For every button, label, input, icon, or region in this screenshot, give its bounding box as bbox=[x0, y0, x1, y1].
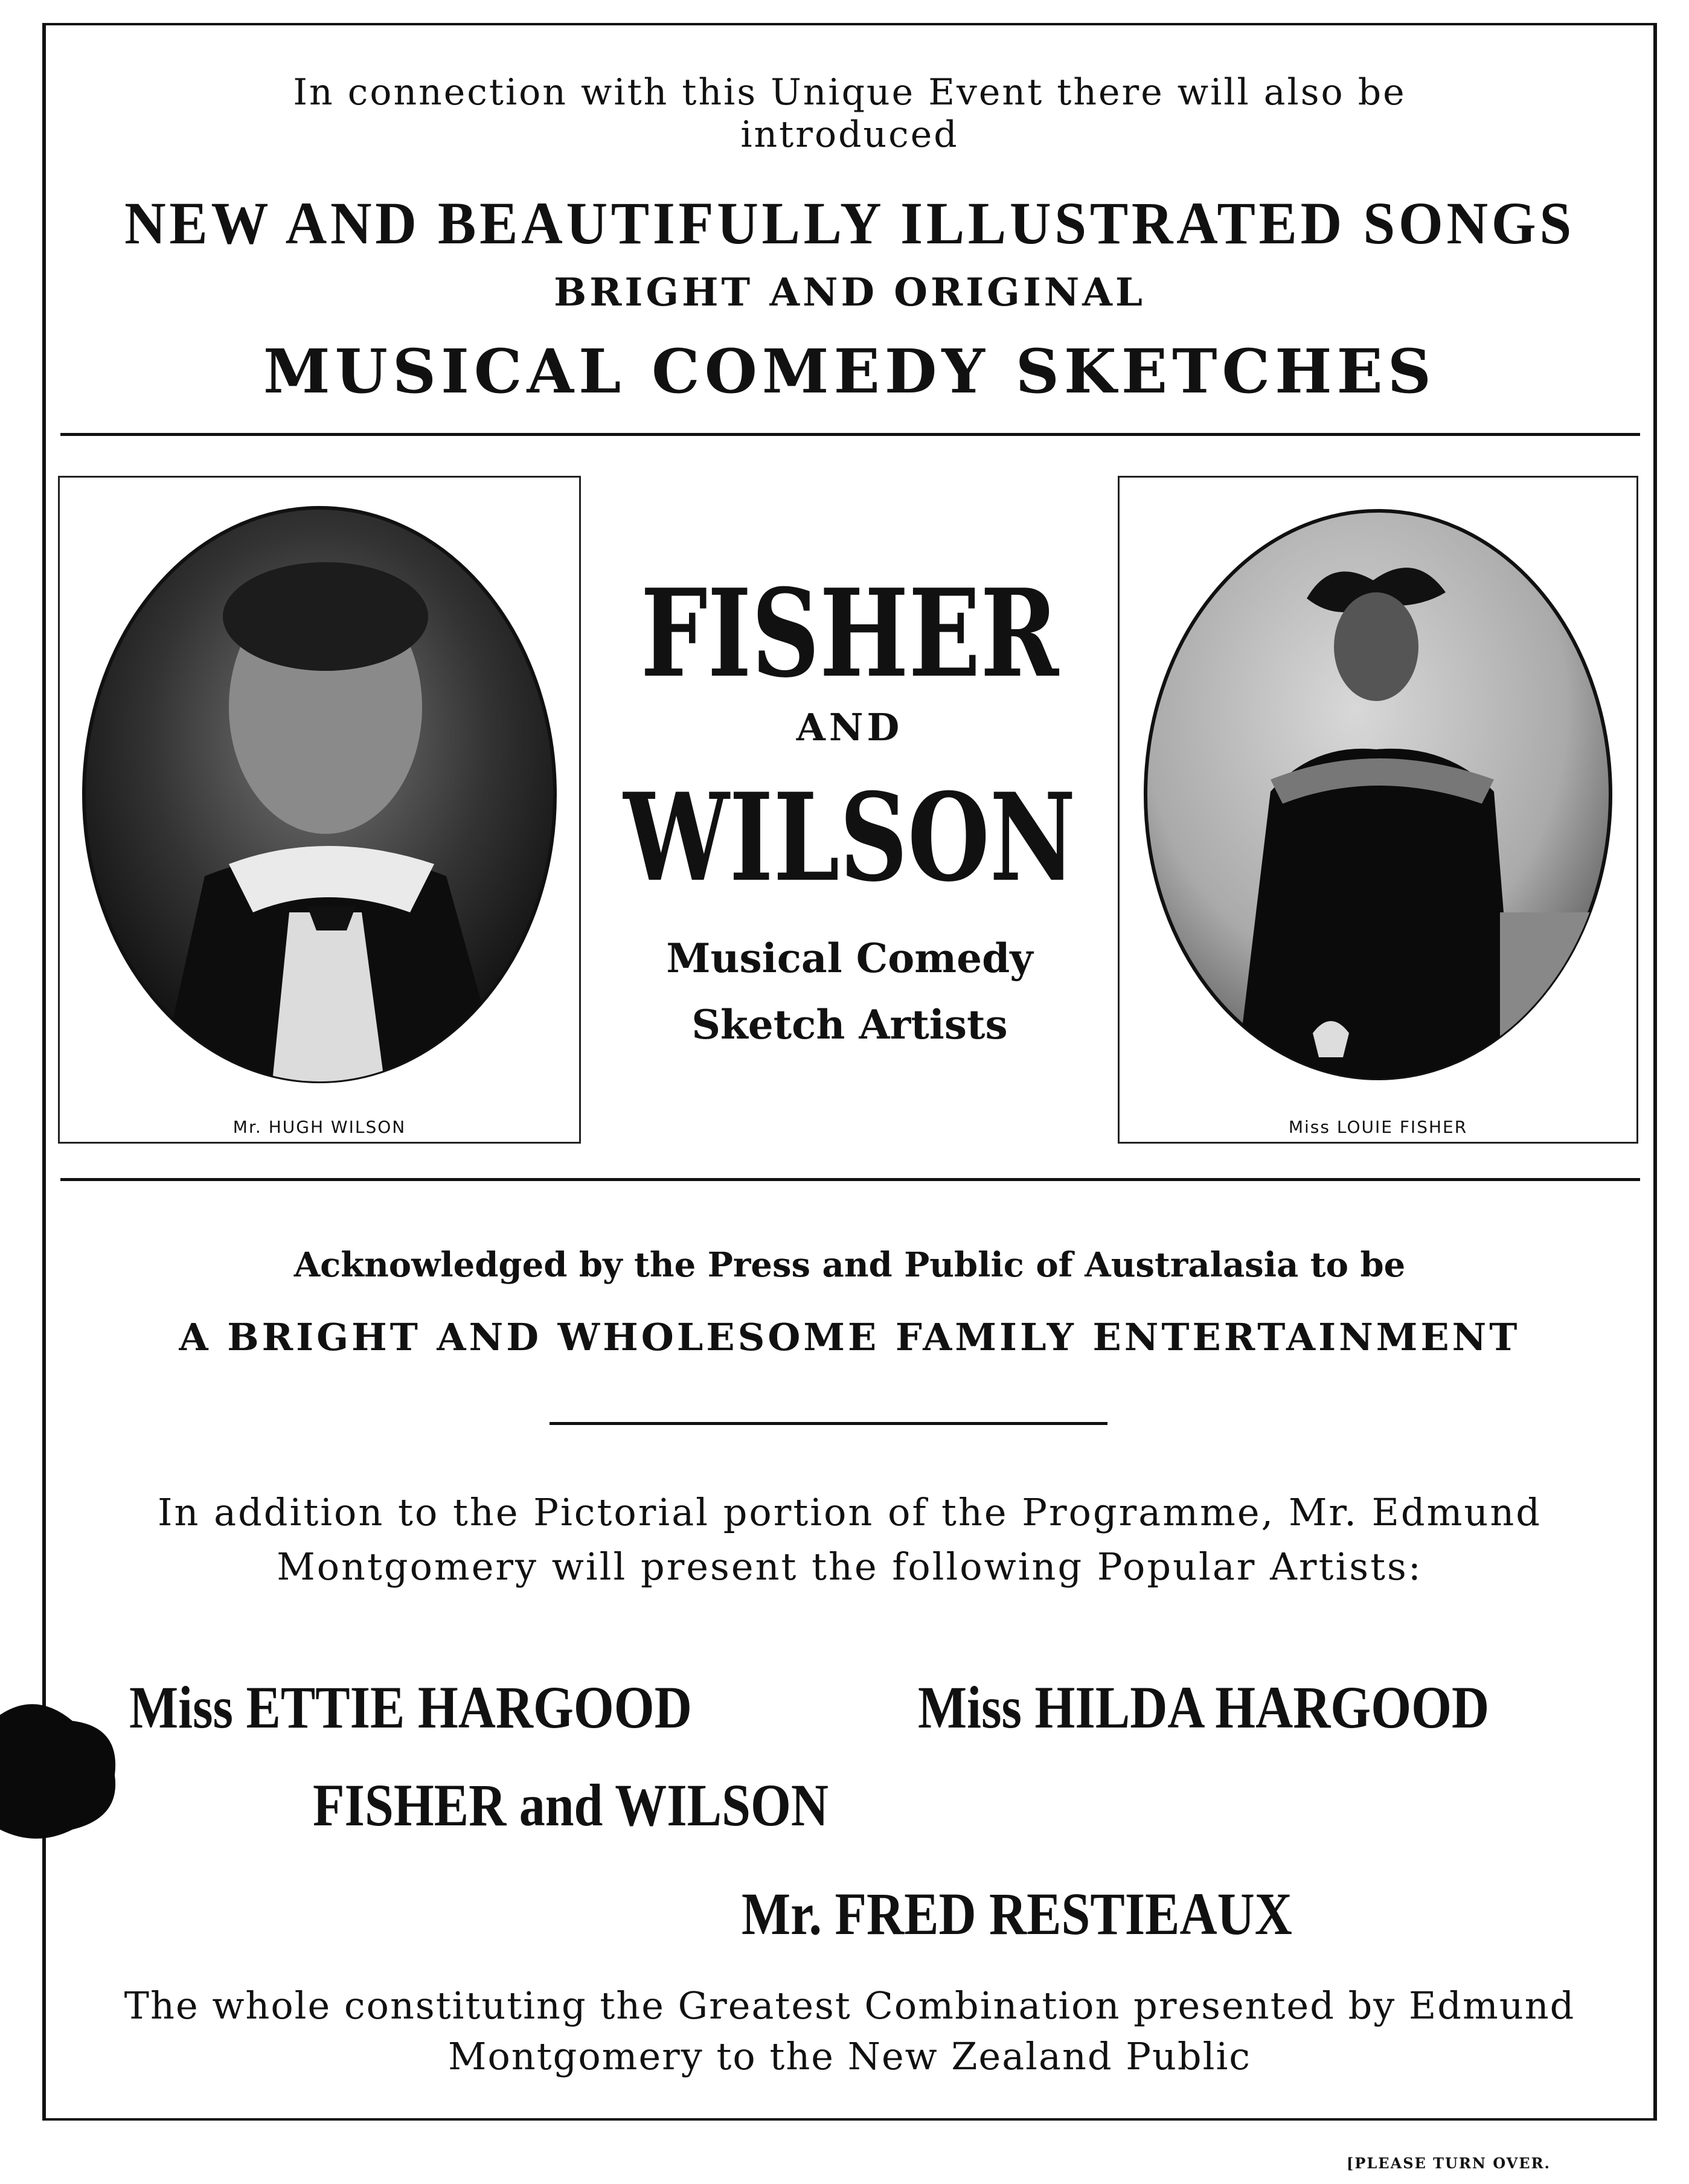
artist-ettie-hargood: Miss ETTIE HARGOOD bbox=[129, 1674, 692, 1741]
bright-original-heading: BRIGHT AND ORIGINAL bbox=[554, 270, 1146, 315]
divider-top bbox=[60, 433, 1640, 436]
songs-heading: NEW AND BEAUTIFULLY ILLUSTRATED SONGS bbox=[124, 190, 1575, 257]
divider-short bbox=[550, 1422, 1107, 1425]
family-entertainment-line: A BRIGHT AND WHOLESOME FAMILY ENTERTAINMENT bbox=[179, 1315, 1521, 1359]
programme-intro-line-2: Montgomery will present the following Popular Artists: bbox=[277, 1545, 1423, 1589]
and-word: AND bbox=[796, 705, 903, 749]
artist-fred-restieaux: Mr. FRED RESTIEAUX bbox=[742, 1880, 1292, 1947]
musical-comedy-sketches-heading: MUSICAL COMEDY SKETCHES bbox=[263, 336, 1436, 407]
intro-text bbox=[46, 71, 1653, 156]
acknowledged-line: Acknowledged by the Press and Public of Australasia to be bbox=[293, 1245, 1406, 1285]
divider-middle bbox=[60, 1178, 1640, 1181]
closing-statement bbox=[46, 1981, 1653, 2082]
intro-line-2: introduced bbox=[740, 114, 959, 156]
programme-intro bbox=[46, 1485, 1653, 1594]
please-turn-over: [PLEASE TURN OVER. bbox=[1347, 2154, 1551, 2172]
closing-line-2: Montgomery to the New Zealand Public bbox=[447, 2034, 1251, 2078]
portrait-louie-fisher bbox=[1118, 476, 1638, 1144]
musical-comedy-subtitle: Musical Comedy bbox=[666, 935, 1033, 982]
fisher-name: FISHER bbox=[640, 563, 1059, 705]
ink-blot-stain bbox=[0, 1691, 133, 1848]
programme-intro-line-1: In addition to the Pictorial portion of the Programme, Mr. Edmund bbox=[158, 1490, 1542, 1534]
intro-line-1: In connection with this Unique Event there will also be bbox=[293, 71, 1406, 114]
artist-hilda-hargood: Miss HILDA HARGOOD bbox=[918, 1674, 1490, 1741]
caption-louie-fisher: Miss LOUIE FISHER bbox=[1288, 1117, 1468, 1137]
wilson-name: WILSON bbox=[623, 767, 1076, 909]
caption-hugh-wilson: Mr. HUGH WILSON bbox=[232, 1117, 406, 1137]
sketch-artists-subtitle: Sketch Artists bbox=[691, 1001, 1008, 1048]
closing-line-1: The whole constituting the Greatest Combination presented by Edmund bbox=[124, 1984, 1575, 2028]
artist-fisher-and-wilson: FISHER and WILSON bbox=[313, 1772, 828, 1839]
portrait-photo-woman bbox=[1132, 490, 1624, 1094]
